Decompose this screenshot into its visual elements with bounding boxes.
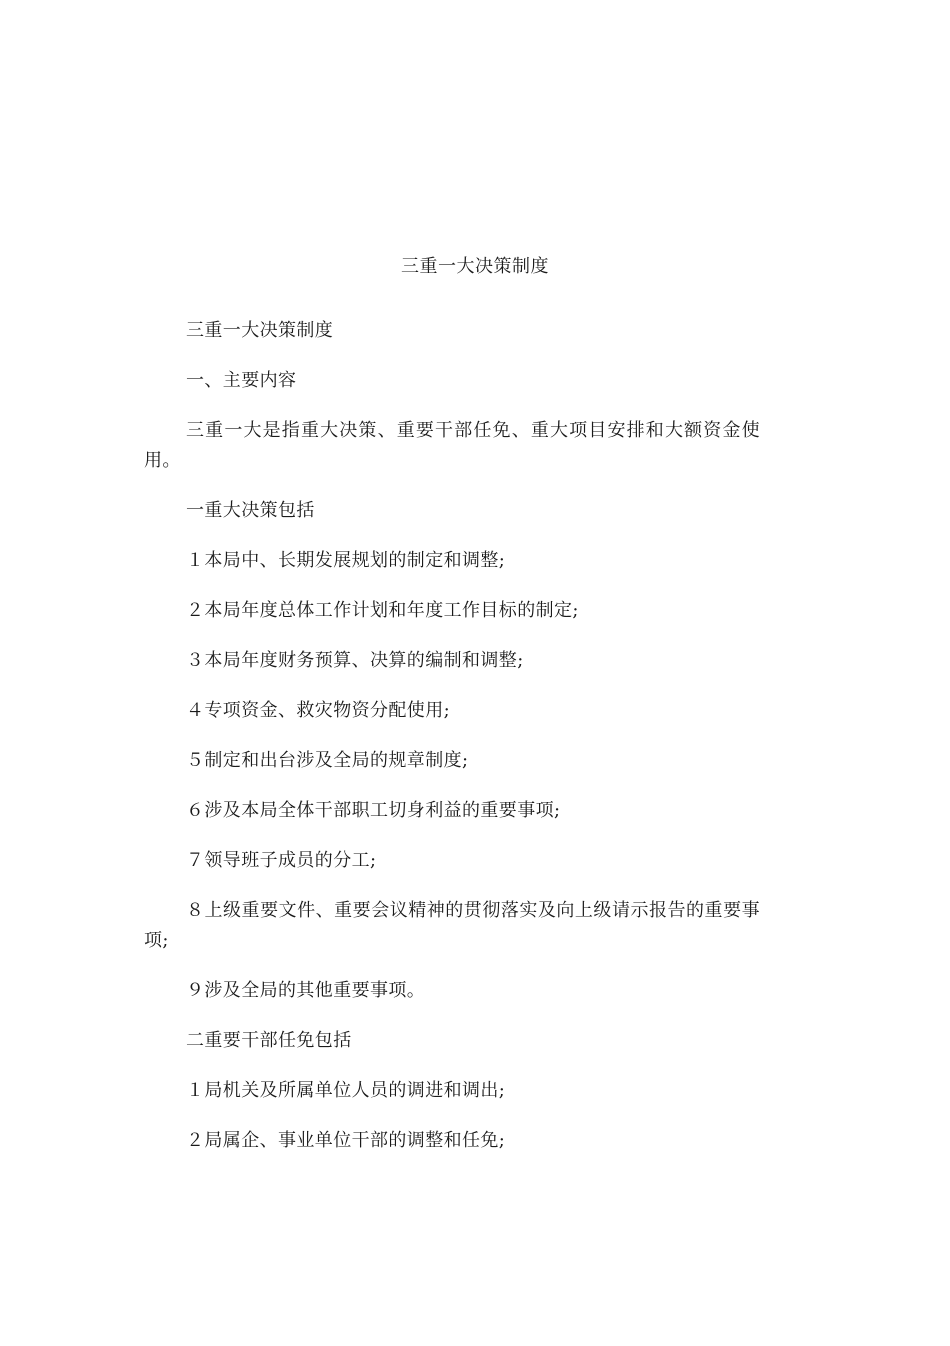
list-item: ２局属企、事业单位干部的调整和任免; [186,1130,506,1151]
list-item: １局机关及所属单位人员的调进和调出; [186,1080,506,1101]
paragraph-definition: 三重一大是指重大决策、重要干部任免、重大项目安排和大额资金使用。 [144,420,760,471]
list-item: ７领导班子成员的分工; [186,850,377,871]
list-item: ４专项资金、救灾物资分配使用; [186,700,451,721]
list-item: ２本局年度总体工作计划和年度工作目标的制定; [186,600,579,621]
list-item: ５制定和出台涉及全局的规章制度; [186,750,469,771]
paragraph-heading: 三重一大决策制度 [186,320,334,341]
paragraph-section-1: 一、主要内容 [186,370,297,391]
list-item: ８上级重要文件、重要会议精神的贯彻落实及向上级请示报告的重要事项; [144,900,760,951]
document-title: 三重一大决策制度 [401,256,549,277]
list-item: １本局中、长期发展规划的制定和调整; [186,550,506,571]
paragraph-subsection-2: 二重要干部任免包括 [186,1030,352,1051]
paragraph-subsection-1: 一重大决策包括 [186,500,315,521]
list-item: ３本局年度财务预算、决算的编制和调整; [186,650,524,671]
document-body [144,316,760,1176]
list-item: ６涉及本局全体干部职工切身利益的重要事项; [186,800,561,821]
list-item: ９涉及全局的其他重要事项。 [186,980,426,1001]
